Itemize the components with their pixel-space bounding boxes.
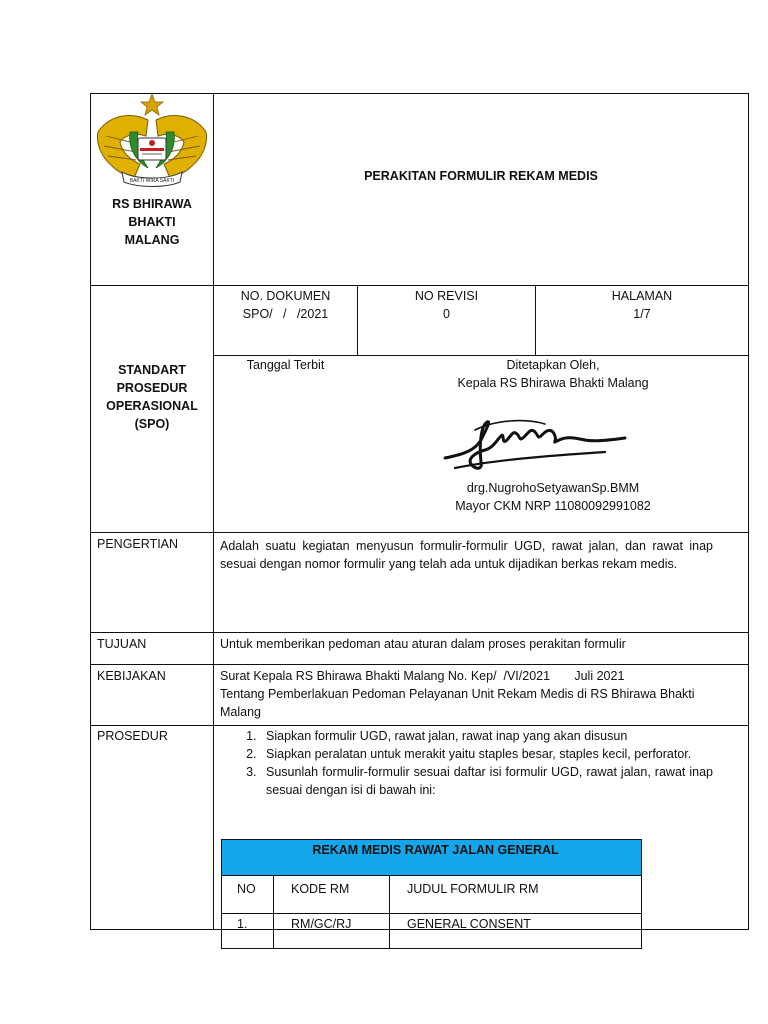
no-dokumen-label: NO. DOKUMEN — [240, 289, 331, 303]
signature — [435, 410, 635, 474]
table-cell-kode-rm: RM/GC/RJ — [274, 914, 390, 949]
column-header-no: NO — [222, 876, 274, 914]
no-revisi-cell — [358, 287, 535, 323]
spo-label-line-1: STANDART — [118, 363, 186, 377]
column-header-kode-rm: KODE RM — [274, 876, 390, 914]
pengertian-label: PENGERTIAN — [97, 537, 179, 551]
kebijakan-line-1: Surat Kepala RS Bhirawa Bhakti Malang No. Kep/ /VI/2021 Juli 2021 — [220, 669, 625, 683]
ditetapkan-line-1: Ditetapkan Oleh, — [506, 358, 600, 372]
hospital-emblem — [92, 92, 212, 192]
rekam-medis-table-title-row — [222, 840, 642, 876]
spo-label-line-3: OPERASIONAL — [106, 399, 198, 413]
table-cell-no: 1. — [222, 914, 274, 949]
hospital-name — [91, 195, 213, 249]
rekam-medis-table-header-row — [222, 876, 642, 914]
prosedur-step: 3. Susunlah formulir-formulir sesuai daftar isi formulir UGD, rawat jalan, rawat inap sesuai dengan isi di bawah ini: — [260, 763, 713, 799]
row-divider-spo — [90, 532, 749, 533]
outer-border-right — [748, 93, 749, 930]
tujuan-text: Untuk memberikan pedoman atau aturan dalam proses perakitan formulir — [220, 637, 626, 651]
column-header-judul-formulir: JUDUL FORMULIR RM — [390, 876, 642, 914]
ditetapkan-line-2: Kepala RS Bhirawa Bhakti Malang — [457, 376, 649, 390]
prosedur-label: PROSEDUR — [97, 729, 168, 743]
signer-name: drg.NugrohoSetyawanSp.BMM — [466, 481, 640, 495]
kebijakan-label: KEBIJAKAN — [97, 669, 166, 683]
handwritten-signature-icon — [435, 410, 635, 474]
spo-label-line-2: PROSEDUR — [116, 381, 188, 395]
document-title: PERAKITAN FORMULIR REKAM MEDIS — [364, 169, 598, 183]
emblem-ribbon-text: BAKTI WIRA SAKTI — [129, 178, 175, 184]
prosedur-steps — [214, 727, 713, 799]
ditetapkan-block — [358, 356, 748, 392]
rekam-medis-table — [221, 839, 642, 949]
no-dokumen-value: SPO/ / /2021 — [242, 307, 329, 321]
hospital-name-line-3: MALANG — [124, 233, 180, 247]
row-divider-tujuan — [90, 664, 749, 665]
army-hospital-emblem-icon — [92, 92, 212, 192]
spo-label — [91, 361, 213, 433]
hospital-name-line-2: BHAKTI — [128, 215, 176, 229]
halaman-value: 1/7 — [633, 307, 651, 321]
halaman-cell — [536, 287, 748, 323]
tanggal-terbit-label: Tanggal Terbit — [246, 358, 325, 372]
spo-label-line-4: (SPO) — [134, 417, 170, 431]
row-divider-header — [90, 285, 749, 286]
prosedur-step: 1. Siapkan formulir UGD, rawat jalan, rawat inap yang akan disusun — [260, 727, 713, 745]
table-row — [222, 914, 642, 949]
signer-rank: Mayor CKM NRP 11080092991082 — [455, 499, 651, 513]
prosedur-step: 2. Siapkan peralatan untuk merakit yaitu staples besar, staples kecil, perforator. — [260, 745, 713, 763]
row-divider-kebijakan — [90, 725, 749, 726]
tujuan-label: TUJUAN — [97, 637, 147, 651]
kebijakan-text — [220, 667, 720, 721]
no-revisi-value: 0 — [443, 307, 450, 321]
signer-block — [358, 479, 748, 515]
rekam-medis-table-title: REKAM MEDIS RAWAT JALAN GENERAL — [222, 840, 642, 876]
hospital-name-line-1: RS BHIRAWA — [112, 197, 192, 211]
no-dokumen-cell — [214, 287, 357, 323]
halaman-label: HALAMAN — [611, 289, 673, 303]
row-divider-pengertian — [90, 632, 749, 633]
column-divider-main — [213, 93, 214, 930]
no-revisi-label: NO REVISI — [414, 289, 479, 303]
pengertian-text: Adalah suatu kegiatan menyusun formulir-formulir UGD, rawat jalan, dan rawat inap sesuai dengan nomor formulir yang telah ada untuk dijadikan berkas rekam medis. — [220, 539, 713, 571]
table-cell-judul-formulir: GENERAL CONSENT — [390, 914, 642, 949]
kebijakan-line-2: Tentang Pemberlakuan Pedoman Pelayanan Unit Rekam Medis di RS Bhirawa Bhakti Malang — [220, 687, 695, 719]
